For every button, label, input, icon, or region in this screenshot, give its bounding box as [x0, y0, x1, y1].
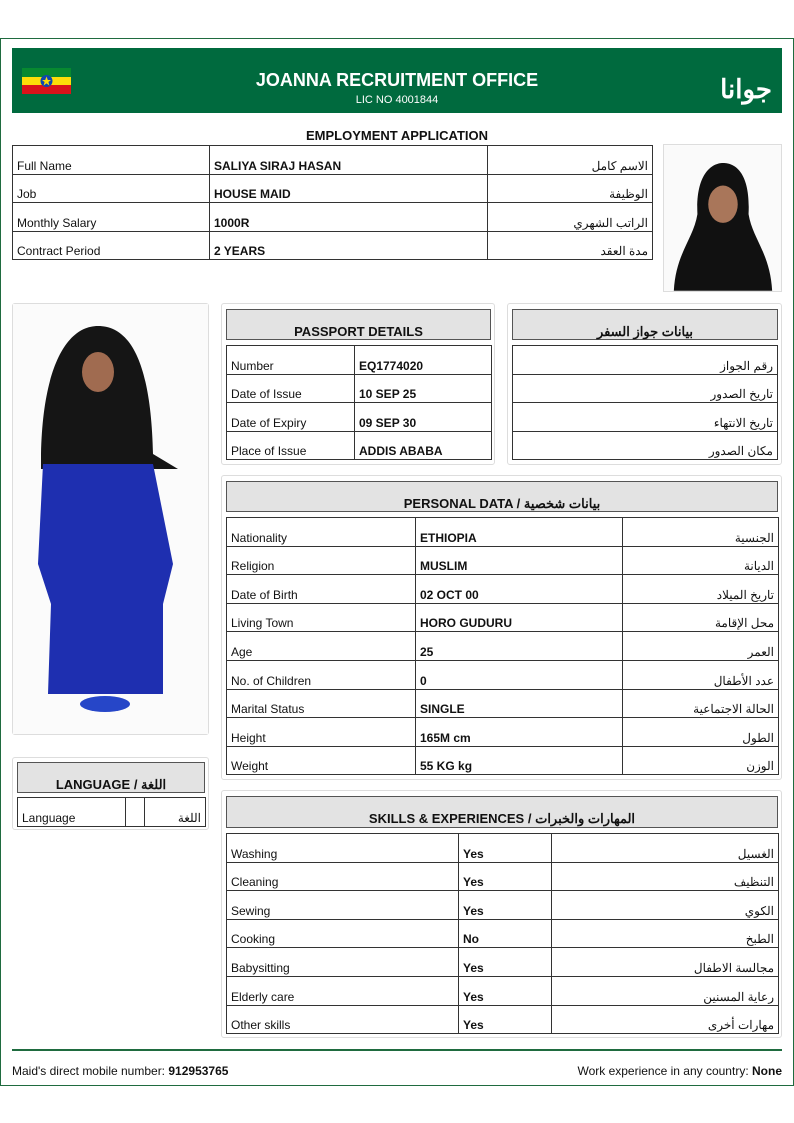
table-row — [13, 231, 653, 260]
field-label: Other skills — [227, 1005, 459, 1034]
field-value: Yes — [459, 976, 552, 1005]
field-value: 09 SEP 30 — [355, 403, 492, 432]
field-label: Date of Expiry — [227, 403, 355, 432]
mobile-number-line — [12, 1064, 228, 1078]
field-value: 2 YEARS — [210, 231, 488, 260]
field-label-arabic: مهارات أخرى — [552, 1005, 779, 1034]
full-body-photo — [12, 303, 209, 735]
field-value: MUSLIM — [416, 546, 623, 575]
field-label: Height — [227, 718, 416, 747]
summary-table — [12, 145, 653, 260]
table-row — [227, 660, 779, 689]
table-row — [13, 146, 653, 175]
field-label-arabic: الكوي — [552, 891, 779, 920]
table-row — [227, 403, 492, 432]
field-value — [126, 798, 145, 827]
passport-arabic-header: بيانات جواز السفر — [512, 309, 778, 340]
personal-data-table — [226, 517, 779, 775]
field-label-arabic: الجنسية — [623, 518, 779, 547]
table-row — [227, 919, 779, 948]
language-header: LANGUAGE / اللغة — [17, 762, 205, 793]
table-row — [227, 431, 492, 460]
field-label-arabic: الطبخ — [552, 919, 779, 948]
field-label-arabic: الطول — [623, 718, 779, 747]
field-value: ADDIS ABABA — [355, 431, 492, 460]
table-row — [227, 976, 779, 1005]
table-row — [227, 834, 779, 863]
field-value: Yes — [459, 1005, 552, 1034]
field-label-arabic: رعاية المسنين — [552, 976, 779, 1005]
field-value: 1000R — [210, 203, 488, 232]
license-number: LIC NO 4001844 — [355, 94, 439, 106]
passport-header: PASSPORT DETAILS — [226, 309, 491, 340]
skills-table — [226, 833, 779, 1034]
field-label-arabic: تاريخ الميلاد — [623, 575, 779, 604]
field-label-arabic: رقم الجواز — [513, 346, 778, 375]
field-label: Nationality — [227, 518, 416, 547]
table-row — [227, 862, 779, 891]
table-row — [13, 174, 653, 203]
field-label: Number — [227, 346, 355, 375]
table-row — [18, 798, 206, 827]
field-label-arabic: تاريخ الصدور — [513, 374, 778, 403]
field-label: Job — [13, 174, 210, 203]
field-label-arabic: عدد الأطفال — [623, 660, 779, 689]
table-row — [513, 346, 778, 375]
mobile-number: 912953765 — [168, 1064, 229, 1078]
table-row — [227, 746, 779, 775]
table-row — [13, 203, 653, 232]
field-label: Contract Period — [13, 231, 210, 260]
field-value: 0 — [416, 660, 623, 689]
language-table — [17, 797, 206, 827]
field-label: Cleaning — [227, 862, 459, 891]
field-label-arabic: الديانة — [623, 546, 779, 575]
work-experience-label: Work experience in any country: — [577, 1064, 749, 1078]
field-label-arabic: الوظيفة — [488, 174, 653, 203]
table-row — [227, 1005, 779, 1034]
personal-data-header: PERSONAL DATA / بيانات شخصية — [226, 481, 778, 512]
field-value: Yes — [459, 834, 552, 863]
field-label: Weight — [227, 746, 416, 775]
skills-header: SKILLS & EXPERIENCES / المهارات والخبرات — [226, 796, 778, 828]
field-label-arabic: العمر — [623, 632, 779, 661]
field-label-arabic: مكان الصدور — [513, 431, 778, 460]
field-label: Full Name — [13, 146, 210, 175]
field-label: Living Town — [227, 603, 416, 632]
field-label-arabic: مجالسة الاطفال — [552, 948, 779, 977]
field-value: Yes — [459, 948, 552, 977]
work-experience-line — [577, 1064, 782, 1078]
header-banner — [12, 48, 782, 113]
table-row — [227, 718, 779, 747]
table-row — [513, 403, 778, 432]
field-label-arabic: اللغة — [145, 798, 206, 827]
field-label-arabic: تاريخ الانتهاء — [513, 403, 778, 432]
portrait-photo — [663, 144, 782, 292]
field-label-arabic: الراتب الشهري — [488, 203, 653, 232]
language-section — [12, 757, 209, 830]
table-row — [227, 575, 779, 604]
table-row — [227, 518, 779, 547]
table-row — [227, 891, 779, 920]
table-row — [227, 632, 779, 661]
office-title: JOANNA RECRUITMENT OFFICE — [255, 70, 539, 90]
field-value: HORO GUDURU — [416, 603, 623, 632]
field-value: ETHIOPIA — [416, 518, 623, 547]
field-label: Age — [227, 632, 416, 661]
field-label: Date of Birth — [227, 575, 416, 604]
mobile-label: Maid's direct mobile number: — [12, 1064, 166, 1078]
application-title: EMPLOYMENT APPLICATION — [306, 128, 488, 143]
passport-table — [226, 345, 492, 460]
table-row — [513, 374, 778, 403]
table-row — [227, 603, 779, 632]
field-value: SINGLE — [416, 689, 623, 718]
field-label-arabic: التنظيف — [552, 862, 779, 891]
table-row — [227, 546, 779, 575]
field-label: Babysitting — [227, 948, 459, 977]
passport-arabic-section — [507, 303, 782, 465]
field-label: No. of Children — [227, 660, 416, 689]
personal-data-section — [221, 475, 782, 780]
table-row — [227, 948, 779, 977]
field-label: Monthly Salary — [13, 203, 210, 232]
field-label: Cooking — [227, 919, 459, 948]
field-label: Sewing — [227, 891, 459, 920]
field-label-arabic: الوزن — [623, 746, 779, 775]
field-label: Place of Issue — [227, 431, 355, 460]
field-value: Yes — [459, 891, 552, 920]
skills-section — [221, 790, 782, 1038]
field-value: EQ1774020 — [355, 346, 492, 375]
field-value: HOUSE MAID — [210, 174, 488, 203]
field-label: Date of Issue — [227, 374, 355, 403]
field-label: Marital Status — [227, 689, 416, 718]
field-value: No — [459, 919, 552, 948]
work-experience-value: None — [752, 1064, 782, 1078]
field-value: 02 OCT 00 — [416, 575, 623, 604]
field-label: Elderly care — [227, 976, 459, 1005]
field-label-arabic: الحالة الاجتماعية — [623, 689, 779, 718]
table-row — [227, 689, 779, 718]
table-row — [227, 346, 492, 375]
field-label-arabic: الغسيل — [552, 834, 779, 863]
field-value: 165M cm — [416, 718, 623, 747]
field-label: Washing — [227, 834, 459, 863]
field-label-arabic: الاسم كامل — [488, 146, 653, 175]
field-label-arabic: محل الإقامة — [623, 603, 779, 632]
table-row — [513, 431, 778, 460]
arabic-brand-name: جوانا — [720, 74, 772, 104]
field-label: Language — [18, 798, 126, 827]
passport-section — [221, 303, 495, 465]
field-value: 55 KG kg — [416, 746, 623, 775]
field-label-arabic: مدة العقد — [488, 231, 653, 260]
field-value: 10 SEP 25 — [355, 374, 492, 403]
table-row — [227, 374, 492, 403]
field-value: 25 — [416, 632, 623, 661]
footer-divider — [12, 1049, 782, 1051]
field-value: SALIYA SIRAJ HASAN — [210, 146, 488, 175]
field-label: Religion — [227, 546, 416, 575]
passport-arabic-table — [512, 345, 778, 460]
field-value: Yes — [459, 862, 552, 891]
